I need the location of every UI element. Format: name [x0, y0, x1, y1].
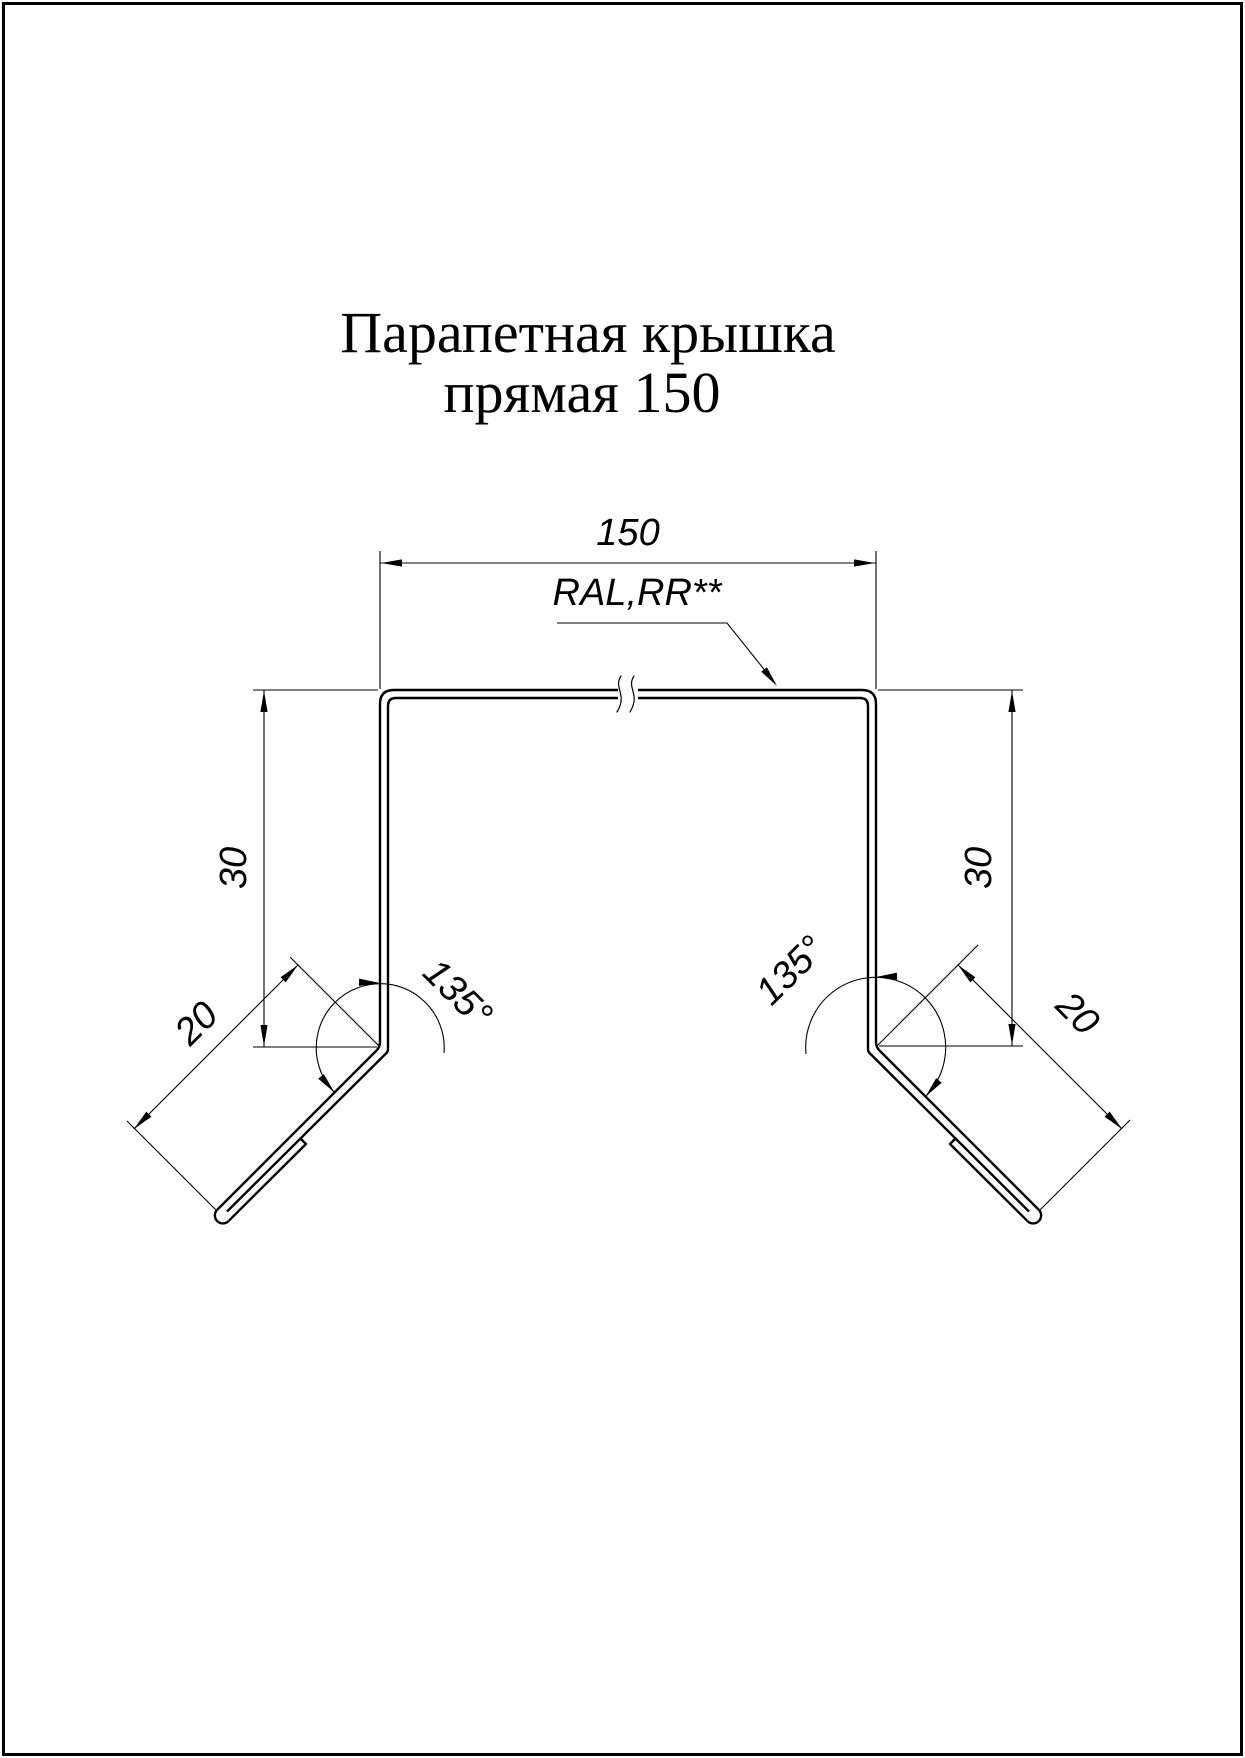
extension-line: [1039, 1120, 1130, 1211]
profile-left-half: [215, 690, 618, 1223]
leader-line: [557, 623, 775, 683]
profile-inner-line-right: [638, 698, 1029, 1212]
dim-label-top-width: 150: [596, 512, 660, 554]
arrowhead: [260, 691, 267, 712]
arrowhead: [359, 979, 380, 987]
profile-hem-left: [229, 1138, 306, 1221]
dim-flange-right: [876, 945, 1130, 1211]
arrowhead: [955, 962, 975, 982]
coating-label: RAL,RR**: [552, 572, 722, 614]
arrowhead: [1105, 1112, 1125, 1132]
dim-label-height-left: 30: [213, 846, 255, 890]
profile-outer-line-left: [218, 690, 619, 1210]
extension-line: [127, 1121, 217, 1211]
dim-angle-right: [748, 928, 946, 1099]
dim-label-angle-left: 135°: [414, 951, 500, 1037]
dim-height-left: [213, 690, 378, 1047]
profile-hem-right: [950, 1138, 1027, 1221]
dimension-line: [958, 965, 1122, 1129]
arrowhead: [131, 1112, 151, 1132]
arrowhead: [761, 667, 780, 688]
profile-tip-fold-left: [215, 1210, 229, 1224]
profile-right-half: [638, 690, 1041, 1223]
arrowhead: [381, 559, 402, 566]
profile-tip-fold-right: [1027, 1210, 1041, 1224]
profile-inner-line-left: [227, 698, 618, 1212]
dim-label-flange-right: 20: [1047, 983, 1108, 1044]
arrowhead: [854, 559, 875, 566]
dim-label-flange-left: 20: [166, 993, 227, 1054]
dim-angle-left: [316, 951, 500, 1095]
drawing-title-line2: прямая 150: [443, 360, 721, 425]
arrowhead: [1008, 691, 1015, 712]
drawing-title-line1: Парапетная крышка: [340, 300, 836, 365]
dim-height-right: [878, 690, 1023, 1046]
dim-label-angle-right: 135°: [748, 928, 834, 1014]
arrowhead: [1008, 1024, 1015, 1045]
coating-callout: [553, 572, 780, 688]
dim-label-height-right: 30: [958, 846, 1000, 890]
break-symbol: [617, 676, 634, 712]
profile-outer-line-right: [638, 690, 1039, 1210]
extension-line: [876, 945, 978, 1047]
arrowhead: [876, 973, 897, 981]
arrowhead: [281, 962, 301, 982]
arrowhead: [260, 1025, 267, 1046]
